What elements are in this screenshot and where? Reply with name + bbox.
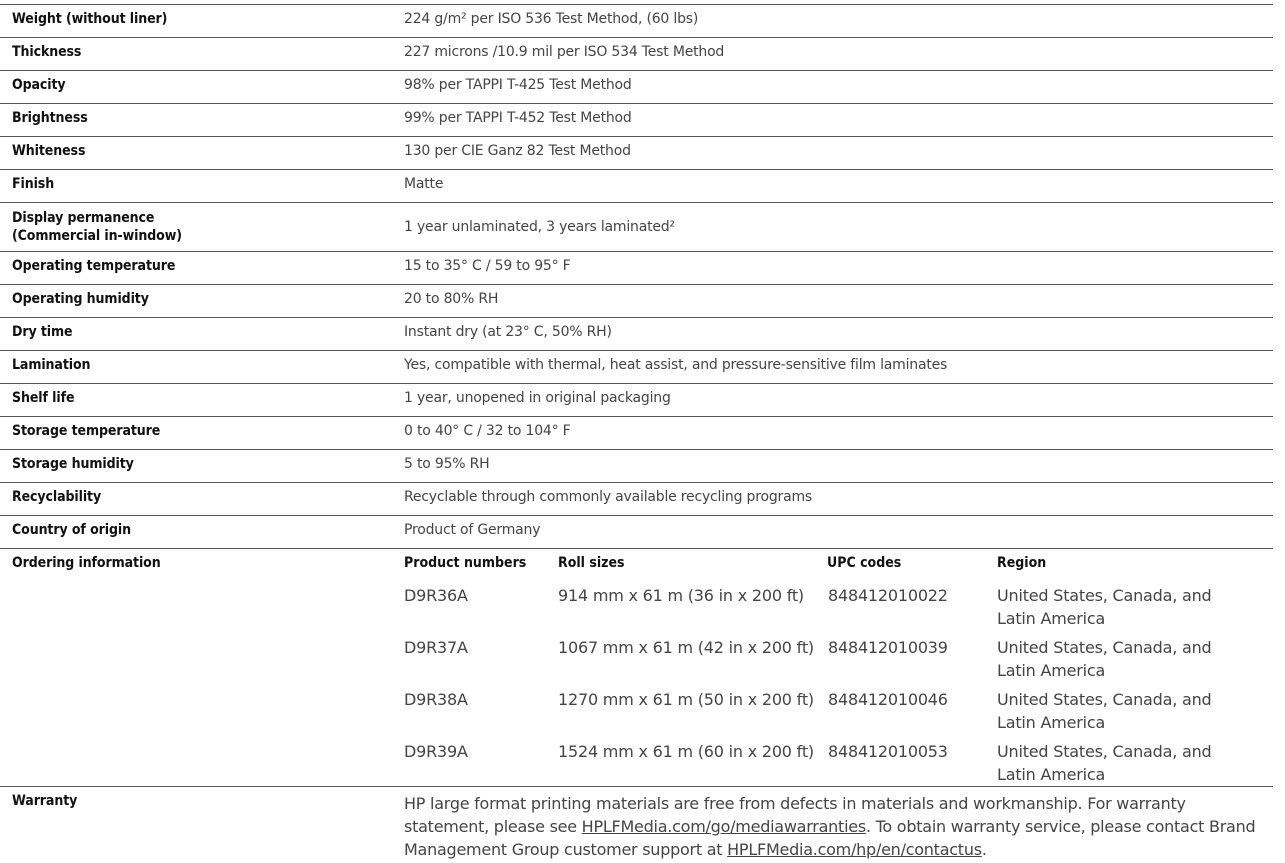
spec-label: Storage temperature [12, 423, 161, 439]
spec-label [12, 209, 182, 245]
spec-row-display-permanence [0, 202, 1273, 252]
spec-label: Storage humidity [12, 456, 134, 472]
spec-row-dry-time [0, 317, 1273, 351]
spec-label: Whiteness [12, 143, 86, 159]
column-header-roll-sizes: Roll sizes [558, 555, 625, 571]
spec-value: 130 per CIE Ganz 82 Test Method [404, 143, 631, 159]
spec-value: 98% per TAPPI T-425 Test Method [404, 77, 632, 93]
spec-label: Lamination [12, 357, 91, 373]
spec-row-opacity [0, 70, 1273, 104]
spec-label: Brightness [12, 110, 88, 126]
product-number: D9R39A [404, 742, 468, 761]
spec-row-whiteness [0, 136, 1273, 170]
spec-value: Yes, compatible with thermal, heat assist, and pressure-sensitive film laminates [404, 357, 948, 373]
spec-label: Thickness [12, 44, 82, 60]
warranty-text-part: . To obtain warranty service, please contact Brand Management Group customer support at [404, 817, 1256, 859]
spec-row-finish [0, 169, 1273, 203]
spec-label-line: Display permanence [12, 210, 155, 226]
spec-label: Warranty [12, 793, 78, 809]
upc-code: 848412010053 [828, 742, 948, 761]
spec-value: Instant dry (at 23° C, 50% RH) [404, 324, 612, 340]
column-header-product-numbers: Product numbers [404, 555, 527, 571]
spec-label: Recyclability [12, 489, 102, 505]
spec-value: 224 g/m² per ISO 536 Test Method, (60 lbs) [404, 11, 699, 27]
warranty-text-part: HP large format printing materials are free from defects in materials and workmanship. For warranty statement, please see [404, 794, 1186, 836]
spec-label: Shelf life [12, 390, 75, 406]
spec-row-country-of-origin [0, 515, 1273, 549]
spec-label: Dry time [12, 324, 73, 340]
spec-value: Product of Germany [404, 522, 541, 538]
spec-row-brightness [0, 103, 1273, 137]
spec-value: 0 to 40° C / 32 to 104° F [404, 423, 571, 439]
product-number: D9R37A [404, 638, 468, 657]
region: United States, Canada, and Latin America [997, 586, 1212, 628]
spec-label: Country of origin [12, 522, 131, 538]
roll-size: 914 mm x 61 m (36 in x 200 ft) [558, 586, 804, 605]
spec-value: 99% per TAPPI T-452 Test Method [404, 110, 632, 126]
spec-row-shelf-life [0, 383, 1273, 417]
product-number: D9R38A [404, 690, 468, 709]
spec-value: Recyclable through commonly available recycling programs [404, 489, 812, 505]
spec-row-weight [0, 4, 1273, 38]
warranty-text [404, 792, 1274, 861]
spec-row-recyclability [0, 482, 1273, 516]
spec-label: Finish [12, 176, 55, 192]
spec-label: Opacity [12, 77, 66, 93]
spec-label: Operating temperature [12, 258, 176, 274]
upc-code: 848412010039 [828, 638, 948, 657]
spec-value: 15 to 35° C / 59 to 95° F [404, 258, 571, 274]
roll-size: 1067 mm x 61 m (42 in x 200 ft) [558, 638, 814, 657]
spec-row-operating-temperature [0, 251, 1273, 285]
spec-value: 20 to 80% RH [404, 291, 499, 307]
warranty-text-part: . [981, 840, 987, 859]
upc-code: 848412010022 [828, 586, 948, 605]
region: United States, Canada, and Latin America [997, 638, 1212, 680]
ordering-information-row [0, 548, 1273, 787]
spec-value: 5 to 95% RH [404, 456, 490, 472]
spec-value: 227 microns /10.9 mil per ISO 534 Test Method [404, 44, 725, 60]
region: United States, Canada, and Latin America [997, 742, 1212, 784]
spec-value: 1 year unlaminated, 3 years laminated² [404, 219, 675, 235]
column-header-region: Region [997, 555, 1047, 571]
region: United States, Canada, and Latin America [997, 690, 1212, 732]
spec-label: Weight (without liner) [12, 11, 168, 27]
warranty-row [0, 786, 1273, 863]
spec-row-thickness [0, 37, 1273, 71]
spec-row-storage-temperature [0, 416, 1273, 450]
spec-value: 1 year, unopened in original packaging [404, 390, 671, 406]
roll-size: 1524 mm x 61 m (60 in x 200 ft) [558, 742, 814, 761]
contact-us-link[interactable]: HPLFMedia.com/hp/en/contactus [727, 840, 982, 859]
product-number: D9R36A [404, 586, 468, 605]
upc-code: 848412010046 [828, 690, 948, 709]
spec-label: Ordering information [12, 555, 161, 571]
spec-row-operating-humidity [0, 284, 1273, 318]
spec-row-storage-humidity [0, 449, 1273, 483]
spec-label-line: (Commercial in-window) [12, 228, 182, 244]
media-warranties-link[interactable]: HPLFMedia.com/go/mediawarranties [581, 817, 866, 836]
spec-value: Matte [404, 176, 444, 192]
roll-size: 1270 mm x 61 m (50 in x 200 ft) [558, 690, 814, 709]
column-header-upc-codes: UPC codes [827, 555, 902, 571]
spec-row-lamination [0, 350, 1273, 384]
spec-label: Operating humidity [12, 291, 149, 307]
